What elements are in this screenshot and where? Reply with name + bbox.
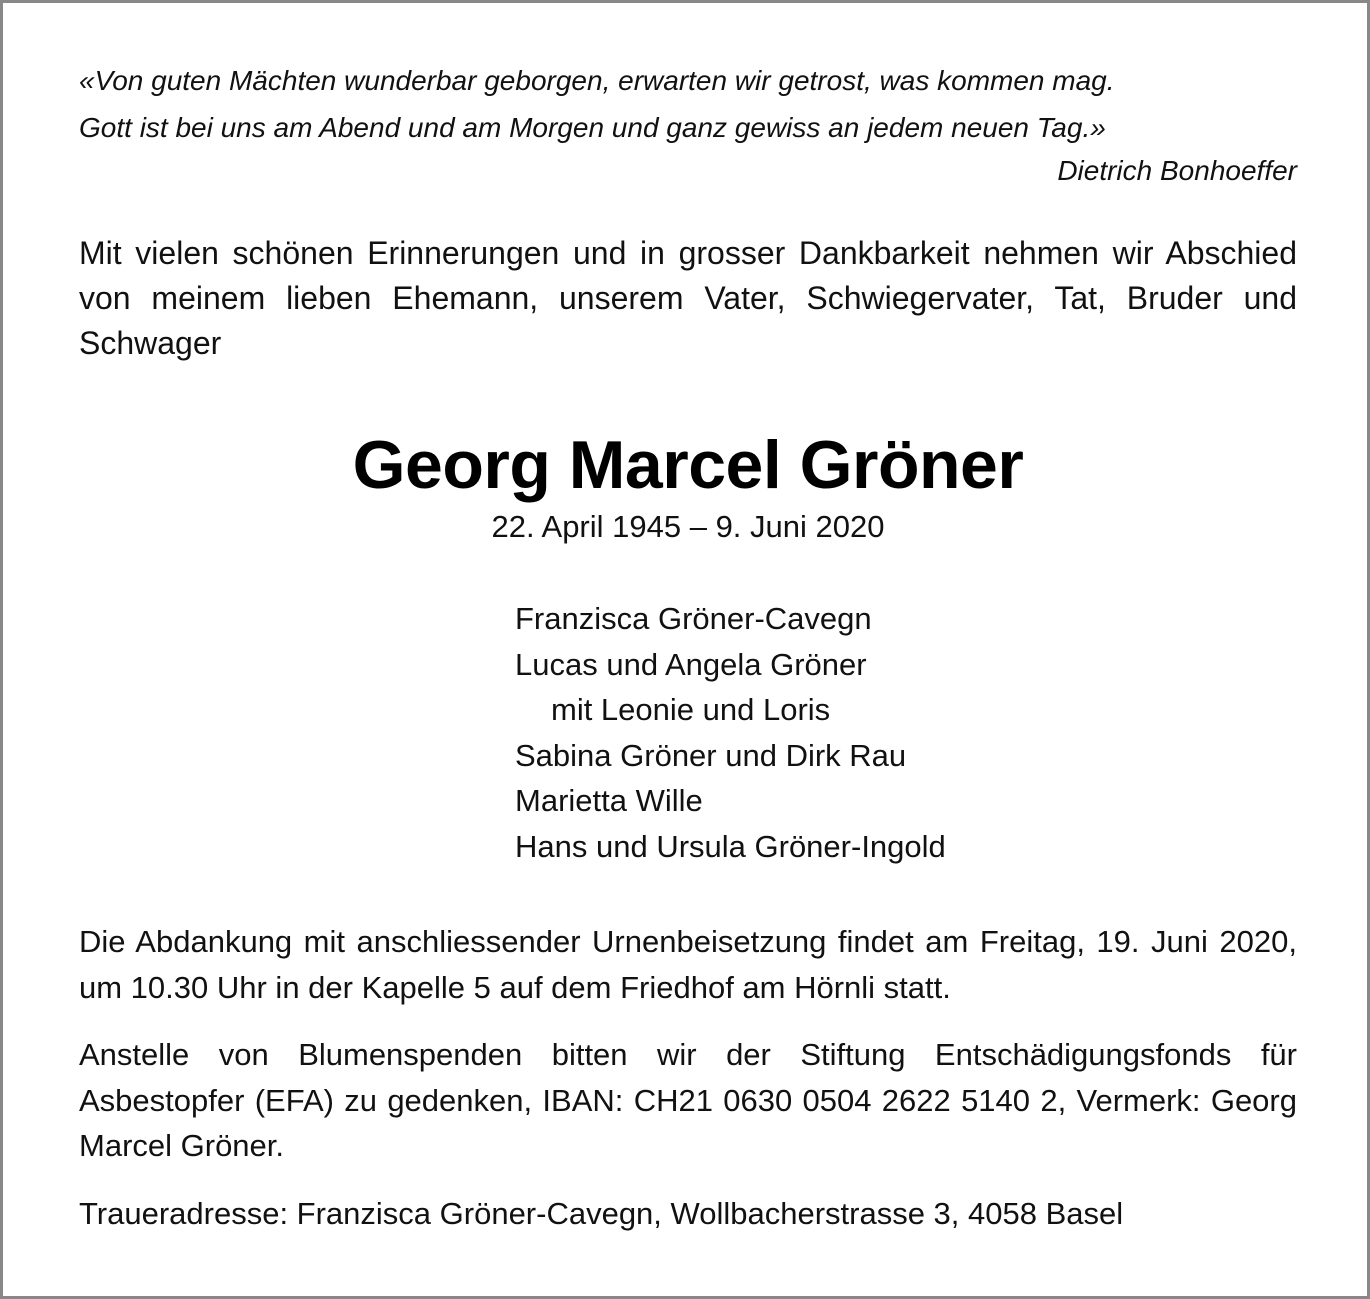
mourner-row: Franzisca Gröner-Cavegn: [515, 601, 872, 636]
mourner-row: Lucas und Angela Gröner: [515, 646, 867, 682]
quote-line-1: «Von guten Mächten wunderbar geborgen, erwarten wir getrost, was kommen mag.: [79, 65, 1115, 96]
quote-line-2: Gott ist bei uns am Abend und am Morgen und ganz gewiss an jedem neuen Tag.»: [79, 112, 1106, 143]
mourner-row: Marietta Wille: [515, 783, 703, 818]
quote-author: Dietrich Bonhoeffer: [1057, 155, 1297, 186]
intro-text: Mit vielen schönen Erinnerungen und in grosser Dankbarkeit nehmen wir Abschied von meinem lieben Ehemann, unserem Vater, Schwiegervater, Tat, Bruder und Schwager: [79, 235, 1297, 361]
deceased-name: Georg Marcel Gröner: [352, 427, 1024, 503]
mourners-list: [515, 596, 1297, 869]
donation-text: Anstelle von Blumenspenden bitten wir der Stiftung Entschädigungsfonds für Asbestopfer (EFA) zu gedenken, IBAN: CH21 0630 0504 2622 5140 2, Vermerk: Georg Marcel Gröner.: [79, 1037, 1297, 1163]
mourner-row: Sabina Gröner und Dirk Rau: [515, 737, 907, 773]
obituary-content: [79, 57, 1297, 1236]
bonhoeffer-quote: [79, 57, 1297, 191]
ceremony-text: Die Abdankung mit anschliessender Urnenbeisetzung findet am Freitag, 19. Juni 2020, um 10.30 Uhr in der Kapelle 5 auf dem Friedhof am Hörnli statt.: [79, 924, 1297, 1005]
mourner-row: Hans und Ursula Gröner-Ingold: [515, 828, 946, 864]
mourner-row: mit Leonie und Loris: [551, 692, 831, 727]
life-dates: 22. April 1945 – 9. Juni 2020: [491, 509, 885, 544]
mourning-address: Traueradresse: Franzisca Gröner-Cavegn, Wollbacherstrasse 3, 4058 Basel: [79, 1195, 1124, 1231]
